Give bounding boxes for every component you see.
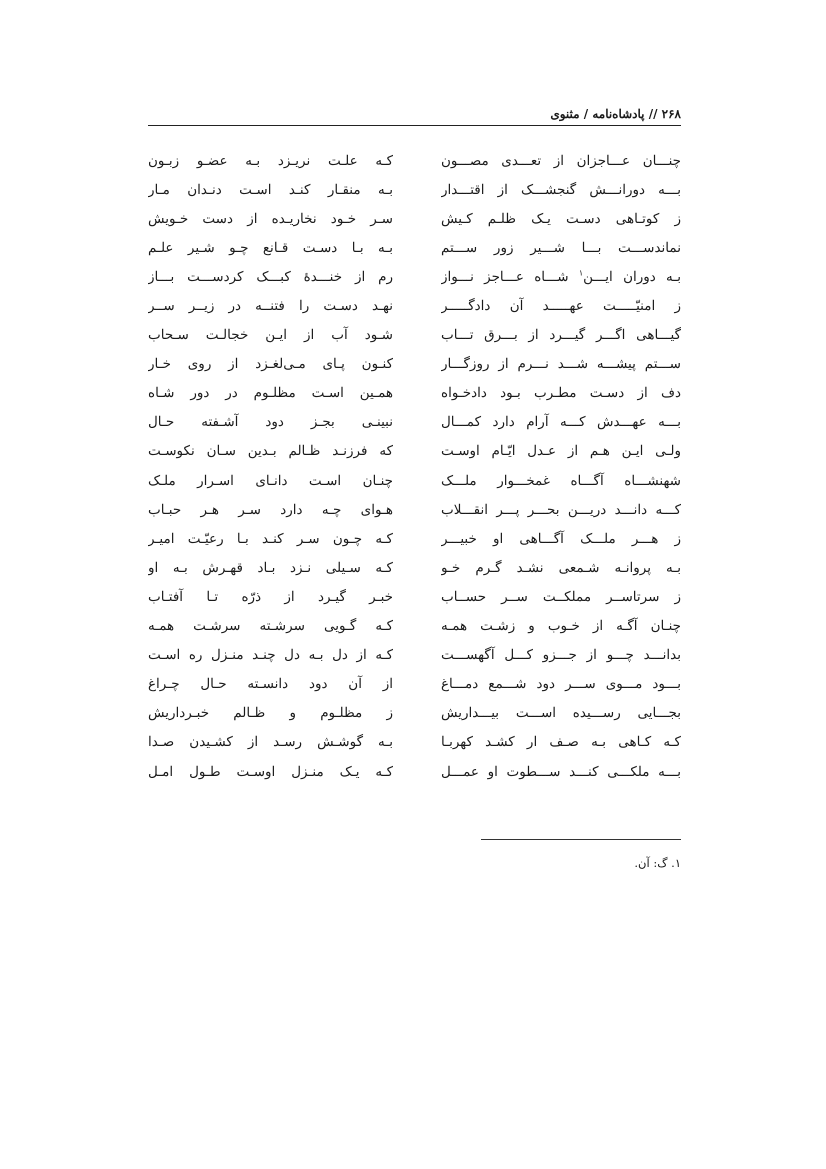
hemistich-first <box>441 471 681 491</box>
hemistich-second: کـه علـت نریـزد بـه عضـو زبـون <box>148 152 393 169</box>
couplet-row <box>148 728 681 757</box>
hemistich-second: بـه منقـار کنـد اسـت دنـدان مـار <box>148 181 393 198</box>
hemistich-first <box>441 383 681 403</box>
hemistich-first <box>441 354 681 374</box>
hemistich-first <box>441 674 681 694</box>
hemistich-text: نماندســـت بـــا شـــیر زور ســـتم <box>441 239 681 256</box>
couplet-row <box>148 408 681 437</box>
hemistich-second: رم از خنـــدهٔ کبـــک کردســـت بـــاز <box>148 268 393 285</box>
hemistich-second: ز مظلـوم و ظـالم خبـرداریش <box>148 705 393 722</box>
hemistich-first <box>441 412 681 432</box>
hemistich-second: همـین اسـت مظلـوم در دور شـاه <box>148 385 393 402</box>
hemistich-second: کـه یـک منـزل اوسـت طـول امـل <box>148 763 393 780</box>
hemistich-text: بـه پروانـه شـمعی نشـد گـرم خـو <box>441 559 681 576</box>
hemistich-second: کـه چـون سـر کنـد بـا رعیّـت امیـر <box>148 530 393 547</box>
hemistich-second: بـه گوشـش رسـد از کشـیدن صـدا <box>148 734 393 751</box>
hemistich-second: که فرزنـد ظـالم بـدین سـان نکوسـت <box>148 443 393 460</box>
hemistich-second: کـه سـیلی نـزد بـاد قهـرش بـه او <box>148 559 393 576</box>
hemistich-first <box>441 325 681 345</box>
hemistich-second: بـه بـا دسـت قـانع چـو شـیر علـم <box>148 239 393 256</box>
hemistich-text: ز کوتـاهی دسـت یـک ظلـم کـیش <box>441 210 681 227</box>
couplet-row <box>148 670 681 699</box>
hemistich-first <box>441 441 681 461</box>
hemistich-text: بـه دوران ایـــن$^۱$ شـــاه عـــاجز نـــواز <box>441 268 681 285</box>
hemistich-second: چنـان اسـت دانـای اسـرار ملـک <box>148 472 393 489</box>
hemistich-first <box>441 529 681 549</box>
hemistich-second: نبینـی بجـز دود آشـفته حـال <box>148 414 393 431</box>
couplet-row <box>148 437 681 466</box>
couplet-row <box>148 466 681 495</box>
hemistich-text: بـــه عهـــدش کـــه آرام دارد کمـــال <box>441 414 681 431</box>
couplet-row <box>148 699 681 728</box>
hemistich-second: هـوای چـه دارد سـر هـر حبـاب <box>148 501 393 518</box>
hemistich-text: چنـــان عـــاجزان از تعـــدی مصـــون <box>441 152 681 169</box>
hemistich-second: کـه از دل بـه دل چنـد منـزل ره اسـت <box>148 647 393 664</box>
couplet-row <box>148 175 681 204</box>
hemistich-first <box>441 151 681 171</box>
hemistich-second: از آن دود دانسـته حـال چـراغ <box>148 676 393 693</box>
hemistich-first <box>441 587 681 607</box>
hemistich-first <box>441 296 681 316</box>
hemistich-first <box>441 645 681 665</box>
poem-body <box>148 146 681 786</box>
footnote-reference: ۱ <box>578 268 584 278</box>
couplet-row <box>148 379 681 408</box>
hemistich-text: بجـــایی رســـیده اســـت بیـــداریش <box>441 705 681 722</box>
couplet-row <box>148 146 681 175</box>
hemistich-first <box>441 762 681 782</box>
hemistich-first <box>441 732 681 752</box>
hemistich-first <box>441 500 681 520</box>
hemistich-text: چنـان آگـه از خـوب و زشـت همـه <box>441 618 681 635</box>
couplet-row <box>148 495 681 524</box>
header-divider <box>148 125 681 126</box>
footnote: ۱. گ: آن. <box>634 856 681 870</box>
hemistich-text: ز سرتاســر مملکــت ســر حســاب <box>441 588 681 605</box>
hemistich-text: ز امنیّـــــت عهـــــد آن دادگـــــر <box>441 298 681 315</box>
hemistich-text: دف از دسـت مطـرب بـود دادخـواه <box>441 385 681 402</box>
couplet-row <box>148 553 681 582</box>
hemistich-second: سـر خـود نخاریـده از دست خـویش <box>148 210 393 227</box>
couplet-row <box>148 582 681 611</box>
couplet-row <box>148 524 681 553</box>
hemistich-text: بـــه ملکـــی کنـــد ســـطوت او عمـــل <box>441 763 681 780</box>
footnote-divider <box>481 839 681 840</box>
hemistich-text: ولـی ایـن هـم از عـدل ایّـام اوسـت <box>441 443 681 460</box>
couplet-row <box>148 291 681 320</box>
couplet-row <box>148 641 681 670</box>
couplet-row <box>148 612 681 641</box>
hemistich-first <box>441 238 681 258</box>
couplet-row <box>148 757 681 786</box>
hemistich-text: ز هـــر ملـــک آگـــاهی او خبیـــر <box>441 530 681 547</box>
hemistich-first <box>441 558 681 578</box>
couplet-row <box>148 233 681 262</box>
hemistich-text: گیـــاهی اگـــر گیـــرد از بـــرق تـــاب <box>441 327 681 344</box>
hemistich-text: کـه کـاهی بـه صـف ار کشـد کهربـا <box>441 734 681 751</box>
page-header: ۲۶۸ // پادشاه‌نامه / مثنوی <box>550 107 681 121</box>
hemistich-text: بـــود مـــوی ســـر دود شـــمع دمـــاغ <box>441 676 681 693</box>
hemistich-first <box>441 616 681 636</box>
hemistich-first <box>441 703 681 723</box>
couplet-row <box>148 262 681 291</box>
hemistich-first <box>441 267 681 287</box>
couplet-row <box>148 350 681 379</box>
hemistich-second: نهـد دسـت را فتنــه در زیــر ســر <box>148 298 393 315</box>
couplet-row <box>148 321 681 350</box>
couplet-row <box>148 204 681 233</box>
hemistich-second: خبـر گیـرد از ذرّه تـا آفتـاب <box>148 588 393 605</box>
hemistich-text: ســـتم پیشـــه شـــد نـــرم از روزگـــار <box>441 356 681 373</box>
hemistich-second: کنـون پـای مـی‌لغـزد از روی خـار <box>148 356 393 373</box>
hemistich-text: بدانـــد چـــو از جـــزو کـــل آگهســـت <box>441 647 681 664</box>
hemistich-second: شـود آب از ایـن خجالـت سـحاب <box>148 327 393 344</box>
hemistich-text: کـــه دانـــد دریـــن بحـــر پـــر انقـــلاب <box>441 501 681 518</box>
hemistich-first <box>441 209 681 229</box>
hemistich-text: بـــه دورانـــش گنجشـــک از اقتـــدار <box>441 181 681 198</box>
hemistich-first <box>441 180 681 200</box>
hemistich-text: شهنشـــاه آگـــاه غمخـــوار ملـــک <box>441 472 681 489</box>
hemistich-second: کـه گـویی سرشـته سرشـت همـه <box>148 618 393 635</box>
